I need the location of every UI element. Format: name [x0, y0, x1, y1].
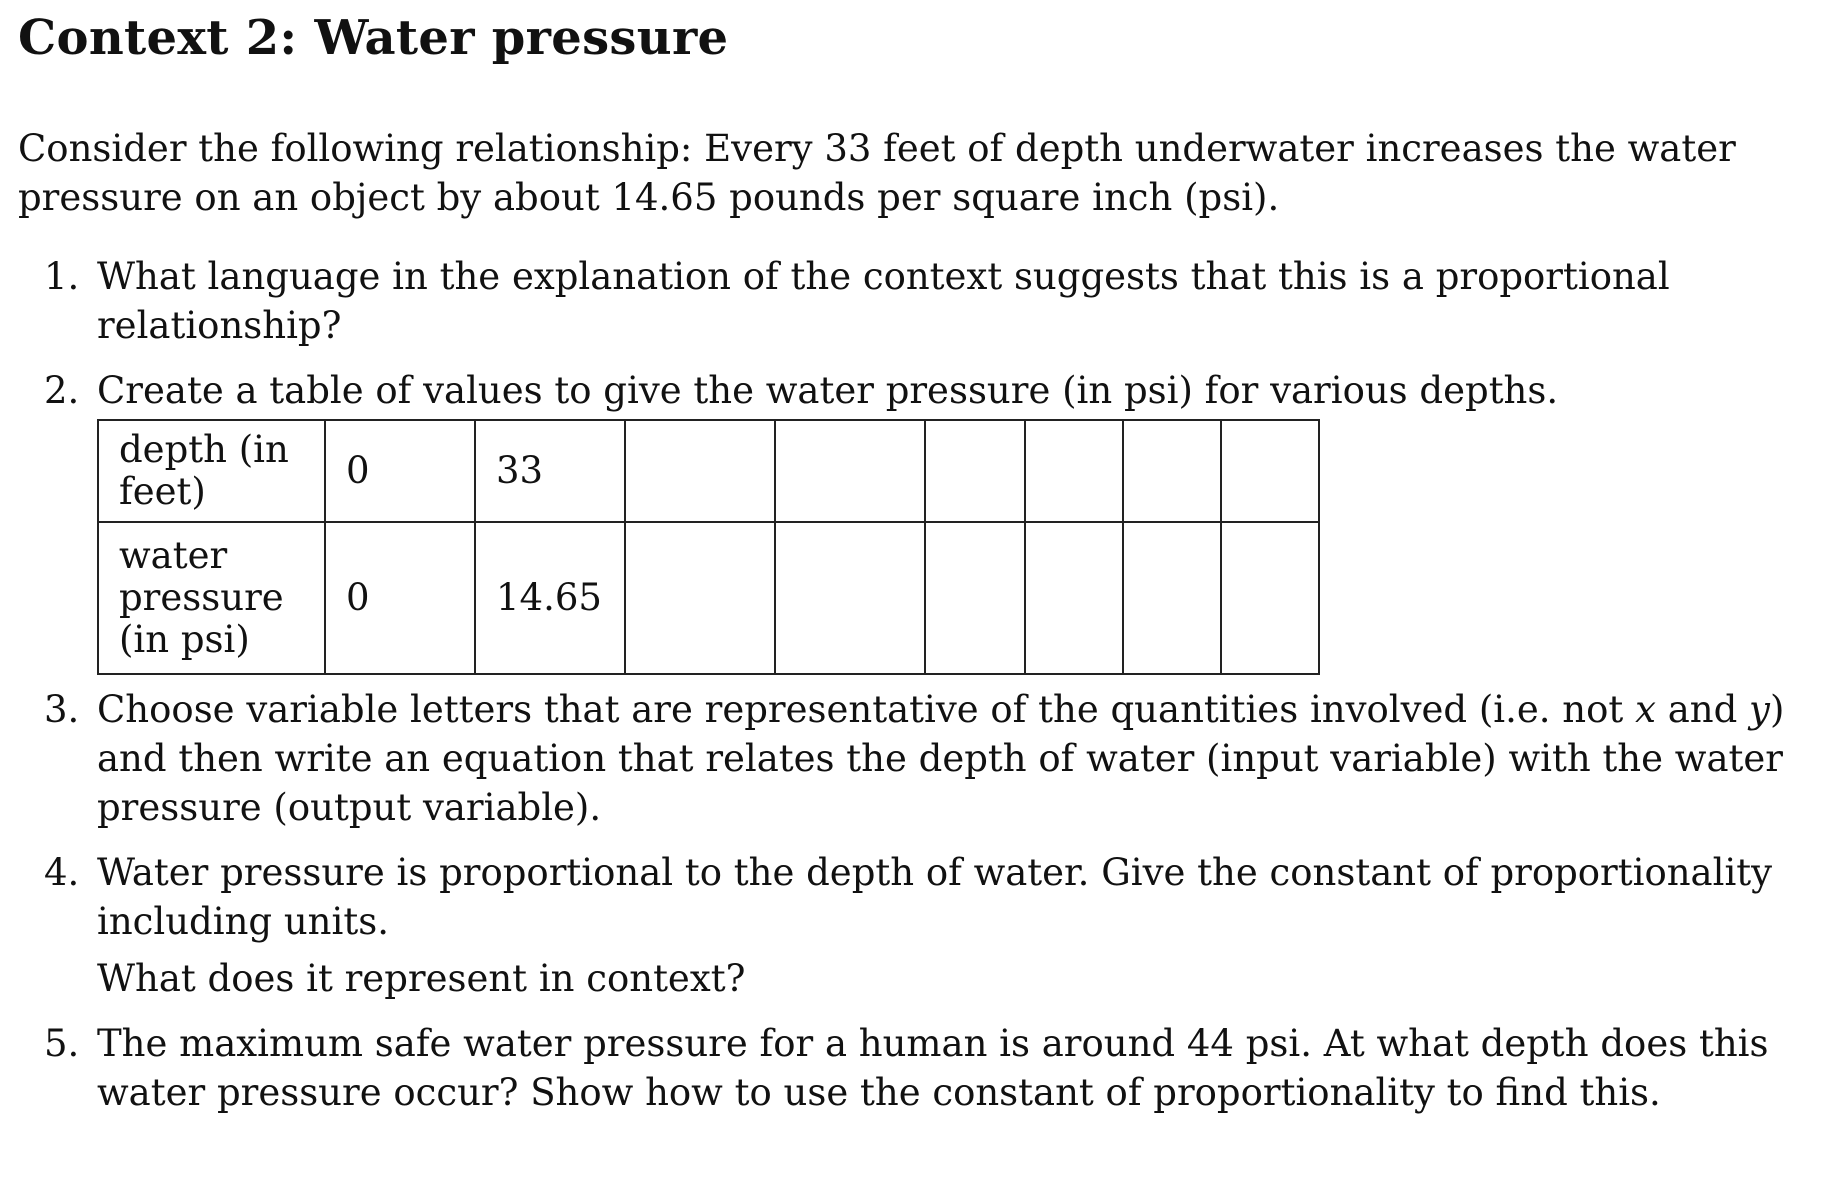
- table-cell: [1025, 420, 1123, 522]
- question-3: [18, 685, 1788, 832]
- question-list: [18, 252, 1788, 1133]
- table-cell: [1025, 522, 1123, 674]
- table-cell: [775, 420, 925, 522]
- row-header-depth: depth (in feet): [98, 420, 325, 522]
- question-text: Water pressure is proportional to the depth of water. Give the constant of proportionality including units.: [97, 851, 1773, 943]
- values-table: [97, 419, 1320, 675]
- question-followup: What does it represent in context?: [97, 957, 746, 1000]
- question-number: 4.: [44, 851, 80, 894]
- intro-paragraph: Consider the following relationship: Every 33 feet of depth underwater increases the water pressure on an object by about 14.65 pounds per square inch (psi).: [18, 127, 1736, 219]
- question-text: Choose variable letters that are representative of the quantities involved (i.e. not: [97, 688, 1636, 731]
- table-cell: [1123, 522, 1221, 674]
- question-text: Create a table of values to give the water pressure (in psi) for various depths.: [97, 369, 1559, 412]
- question-text: ) and then write an equation that relates the depth of water (input variable) with the water pressure (output variable).: [97, 688, 1785, 829]
- table-cell: 0: [325, 522, 475, 674]
- table-cell: [1123, 420, 1221, 522]
- table-cell: 33: [475, 420, 625, 522]
- question-text: The maximum safe water pressure for a human is around 44 psi. At what depth does this water pressure occur? Show how to use the constant of proportionality to find this.: [97, 1022, 1769, 1114]
- question-number: 2.: [44, 369, 80, 412]
- question-text: What language in the explanation of the context suggests that this is a proportional relationship?: [97, 255, 1670, 347]
- question-number: 1.: [44, 255, 80, 298]
- table-cell: [1221, 420, 1319, 522]
- table-cell: [625, 420, 775, 522]
- table-row-pressure: [98, 522, 1319, 674]
- variable-y: y: [1749, 688, 1770, 731]
- table-cell: [625, 522, 775, 674]
- table-cell: [775, 522, 925, 674]
- table-cell: [925, 420, 1025, 522]
- question-1: [18, 252, 1788, 350]
- question-number: 5.: [44, 1022, 80, 1065]
- table-cell: 14.65: [475, 522, 625, 674]
- row-header-pressure: water pressure (in psi): [98, 522, 325, 674]
- variable-x: x: [1635, 688, 1656, 731]
- table-cell: [1221, 522, 1319, 674]
- table-row-depth: [98, 420, 1319, 522]
- page-title: Context 2: Water pressure: [18, 10, 729, 66]
- table-cell: 0: [325, 420, 475, 522]
- question-2: [18, 366, 1788, 675]
- question-text: and: [1655, 688, 1750, 731]
- question-5: [18, 1019, 1788, 1117]
- question-4: [18, 848, 1788, 1003]
- table-cell: [925, 522, 1025, 674]
- question-number: 3.: [44, 688, 80, 731]
